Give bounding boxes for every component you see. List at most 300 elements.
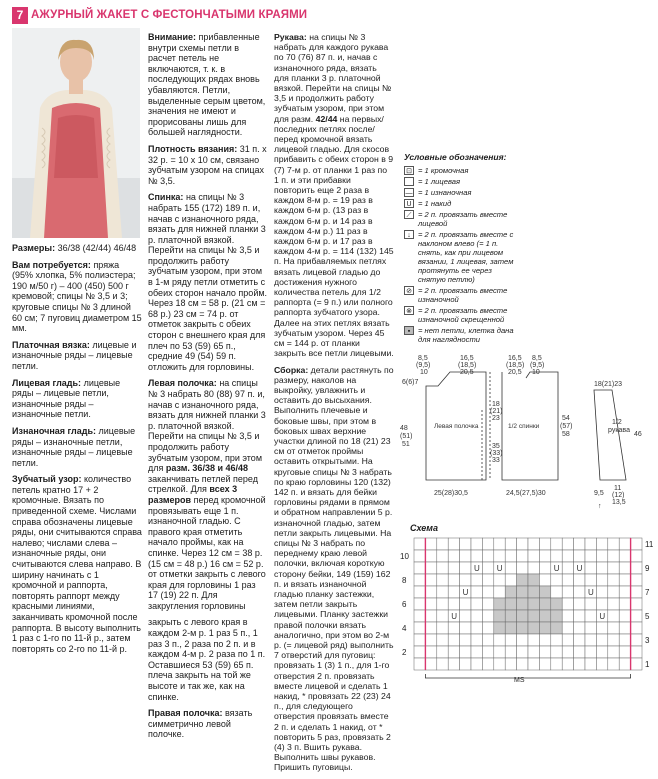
chart-cell [528, 658, 539, 670]
chart-cell [528, 634, 539, 646]
model-photo [12, 28, 140, 238]
chart-cell [562, 634, 573, 646]
chart-cell [631, 562, 642, 574]
yarn-over-icon: U [576, 564, 583, 573]
chart-cell [505, 658, 516, 670]
legend-item: U = 1 накид [404, 199, 514, 208]
chart-cell [596, 550, 607, 562]
chart-cell [425, 538, 436, 550]
chart-cell [437, 658, 448, 670]
chart-cell [414, 634, 425, 646]
chart-cell [471, 658, 482, 670]
chart-cell [437, 550, 448, 562]
chart-cell [585, 658, 596, 670]
chart-cell [482, 538, 493, 550]
chart-cell [574, 646, 585, 658]
chart-cell [562, 646, 573, 658]
chart-cell [608, 622, 619, 634]
chart-cell [574, 610, 585, 622]
chart-cell [574, 658, 585, 670]
yarn-over-icon: U [462, 588, 469, 597]
chart-cell [482, 622, 493, 634]
row-label: 2 [402, 648, 407, 657]
stitch-paragraph: Платочная вязка: лицевые и изнаночные ряды – лицевые петли. [12, 339, 137, 371]
chart-cell [517, 562, 528, 574]
right-front-paragraph: Правая полочка: вязать симметрично левой полочке. [148, 708, 253, 740]
chart-cell [437, 598, 448, 610]
assembly-paragraph: Сборка: детали растянуть по размеру, наколов на выкройку, увлажнить и оставить до высыхания. Выполнить плечевые и боковые швы, при этом в боковых швах верхние участки длиной по 18 (21) 23 см от отметок проймы оставить открытыми. На круговые спицы № 3 набрать по краю горловины 120 (132) 142 п. и вязать для бейки горловины рядами в прямом и обратном направлении 5 р. изнаночной гладью, затем петли закрыть лицевыми. На спицы № 3 набрать по переднему краю левой полочки, включая короткую сторону бейки, 149 (159) 162 п. и вязать изнаночной гладью планку застежки, затем петли закрыть лицевыми. Планку застежки правой полочки вязать аналогично, при этом во 2-м р. (= лицевой ряд) выполнить 7 отверстий для пуговиц: провязать 1 (3) 1 п., для 1-го отверстия 2 п. провязать вместе лицевой и сделать 1 накид, * провязать 22 (23) 24 п., для следующего отверстия провязать вместе 2 п. и сделать 1 накид, от * повторить 5 раз, провязать 2 (4) 3 п. Вшить рукава. Выполнить швы рукавов. Пришить пуговицы. [274, 364, 394, 773]
row-label: 6 [402, 600, 407, 609]
legend-item: ⟋ = 2 п. провязать вместе лицевой [404, 210, 514, 228]
chart-cell [574, 586, 585, 598]
chart-cell [437, 646, 448, 658]
legend-item: — = 1 изнаночная [405, 187, 472, 197]
m-side-2: (33) [490, 450, 503, 457]
chart-cell [631, 574, 642, 586]
m-side-1: 35 [492, 443, 500, 450]
knit-icon [404, 177, 414, 186]
chart-cell [448, 598, 459, 610]
chart-cell [574, 574, 585, 586]
m-total-1: 54 [562, 415, 570, 422]
k2tog-icon: ⟋ [404, 210, 414, 219]
chart-cell [494, 598, 505, 610]
pattern-diagrams [398, 350, 656, 520]
chart-cell [619, 562, 630, 574]
chart-cell [596, 646, 607, 658]
sleeve-paragraph: Рукава: на спицы № 3 набрать для каждого рукава по 70 (76) 87 п. и, начав с изнаночного ряда, вязать для планки 3 р. платочной вязкой. Перейти на спицы № 3,5 и продолжить работу зубчатым узором, при этом для разм. 42/44 на первых/последних петлях после/перед кромочной вязать лицевой гладью. Для скосов прибавить с обеих сторон в 9 (7) 7-м р. от планки 1 раз по 1 п. и эти прибавки повторить еще 2 раза в каждом 8-м р. = 19 раз в каждом 6-м р. (13 раз в каждом 6-м р. и 14 раз в каждом 4-м р.) 11 раз в каждом 6-м р. и 17 раз в каждом 4-м р. = 114 (132) 145 п. На прибавляемых петлях вязать лицевой гладью до достижения нужного количества петель для 1/2 раппорта (= 9 п.) или полного раппорта зубчатого узора. Далее на этих петлях вязать зубчатым узором. Через 45 см = 144 р. от планки закрыть все петли лицевыми. [274, 32, 394, 359]
chart-cell [585, 538, 596, 550]
chart-cell [528, 586, 539, 598]
chart-cell [608, 658, 619, 670]
chart-cell [517, 646, 528, 658]
chart-cell [528, 646, 539, 658]
chart-cell [551, 586, 562, 598]
chart-cell [448, 646, 459, 658]
chart-cell [551, 538, 562, 550]
column-2 [148, 32, 268, 746]
chart-cell [448, 562, 459, 574]
m-left-2: (9,5) [416, 362, 431, 369]
chart-cell [494, 574, 505, 586]
chart-cell [551, 646, 562, 658]
chart-cell [425, 658, 436, 670]
chart-cell [460, 610, 471, 622]
chart-cell [608, 586, 619, 598]
chart-cell [494, 622, 505, 634]
m-back-neck-1: 8,5 [532, 355, 542, 362]
back-label: 1/2 спинки [508, 423, 540, 430]
chart-cell [596, 586, 607, 598]
chart-cell [425, 610, 436, 622]
chart-cell [471, 574, 482, 586]
article-title [12, 6, 307, 24]
m-sleeve-b1-1: 11 [614, 485, 622, 492]
chart-cell [631, 586, 642, 598]
chart-cell [471, 598, 482, 610]
sleeve-shape [594, 390, 626, 480]
chart-cell [608, 562, 619, 574]
m-left-3: 10 [420, 369, 428, 376]
chart-cell [551, 598, 562, 610]
chart-cell [505, 550, 516, 562]
m-sleeve-b1-2: (12) [612, 492, 625, 499]
left-front-paragraph-2: закрыть с левого края в каждом 2-м р. 1 раз 5 п., 1 раз 3 п., 2 раза по 2 п. и в каждом 4-м р. 2 раза по 1 п. Оставшиеся 53 (59) 65 п. плеча закрыть на той же высоте и так же, как на спинке. [148, 617, 266, 702]
chart-cell [585, 610, 596, 622]
chart-cell [619, 658, 630, 670]
chart-cell [517, 622, 528, 634]
chart-cell [562, 574, 573, 586]
legend-item: ⊗ = 2 п. провязать вместе изнаночной скрещенной [404, 306, 514, 324]
chart-cell [539, 634, 550, 646]
chart-cell [460, 658, 471, 670]
chart-cell [471, 586, 482, 598]
m-sleeve-half-1: 1/2 [612, 419, 622, 426]
chart-cell [425, 598, 436, 610]
chart-cell [608, 634, 619, 646]
chart-cell [517, 658, 528, 670]
row-label: 1 [645, 660, 650, 669]
m-top-3: 20,5 [460, 369, 474, 376]
legend-item: ▪ = нет петли, клетка дана для наглядности [404, 326, 514, 344]
chart-cell [460, 574, 471, 586]
chart-cell [539, 610, 550, 622]
article-heading: АЖУРНЫЙ ЖАКЕТ С ФЕСТОНЧАТЫМИ КРАЯМИ [31, 9, 308, 21]
chart-cell [517, 586, 528, 598]
chart-cell [494, 634, 505, 646]
chart-cell [631, 646, 642, 658]
chart-cell [631, 550, 642, 562]
chart-cell [631, 658, 642, 670]
chart-cell [574, 598, 585, 610]
m-top-2: (18,5) [458, 362, 477, 369]
chart-cell [414, 610, 425, 622]
chart-cell [574, 622, 585, 634]
chart-cell [631, 622, 642, 634]
chart-cell [471, 646, 482, 658]
chart-cell [414, 538, 425, 550]
row-label: 7 [645, 588, 650, 597]
chart-cell [517, 538, 528, 550]
yarn-over-icon: U [553, 564, 560, 573]
chart-cell [425, 634, 436, 646]
chart-cell [482, 598, 493, 610]
chart-cell [494, 538, 505, 550]
chart-cell [437, 538, 448, 550]
article-number: 7 [12, 7, 28, 24]
m-back-neck-3: 10 [532, 369, 540, 376]
chart-cell [448, 634, 459, 646]
chart-cell [596, 622, 607, 634]
chart-cell [460, 550, 471, 562]
chart-cell [528, 598, 539, 610]
chart-cell [619, 646, 630, 658]
chart-cell [528, 574, 539, 586]
chart-cell [437, 634, 448, 646]
p2tog-icon: ⊘ [404, 286, 414, 295]
chart-cell [414, 586, 425, 598]
m-top-1: 16,5 [460, 355, 474, 362]
stitch-chart [396, 534, 654, 684]
chart-cell [528, 610, 539, 622]
chart-cell [608, 538, 619, 550]
chart-cell [631, 598, 642, 610]
chart-cell [551, 622, 562, 634]
chart-cell [505, 646, 516, 658]
m-back-top-2: (18,5) [506, 362, 525, 369]
chart-cell [585, 646, 596, 658]
chart-cell [528, 562, 539, 574]
yarn-over-icon: U [451, 612, 457, 621]
back-paragraph: Спинка: на спицы № 3 набрать 155 (172) 189 п. и, начав с изнаночного ряда, вязать для нижней планки 3 р. платочной вязкой. Перейти на спицы № 3,5 и продолжить работу зубчатым узором, при этом в 1-м ряду петли отметить с обеих сторон начало пройм. Через 18 см = 58 р. (21 см = 68 р.) 23 см = 74 р. от отметок закрыть с обеих сторон с внешнего края для плеч по 53 (59) 65 п., средние 49 (54) 59 п. отложить для горловины. [148, 192, 268, 372]
chart-cell [494, 550, 505, 562]
chart-cell [448, 586, 459, 598]
row-label: 9 [645, 564, 650, 573]
chart-cell [482, 646, 493, 658]
yarn-over-icon: U [404, 199, 414, 208]
m-back-top-3: 20,5 [508, 369, 522, 376]
chart-cell [448, 658, 459, 670]
chart-cell [631, 610, 642, 622]
chart-cell [608, 610, 619, 622]
chart-cell [631, 634, 642, 646]
legend-title: Условные обозначения: [404, 152, 507, 162]
column-3 [274, 32, 394, 779]
row-label: 5 [645, 612, 650, 621]
chart-cell [539, 646, 550, 658]
chart-cell [517, 550, 528, 562]
chart-cell [562, 658, 573, 670]
chart-cell [596, 658, 607, 670]
chart-cell [585, 574, 596, 586]
legend [404, 152, 514, 346]
chart-cell [437, 574, 448, 586]
chart-cell [460, 562, 471, 574]
chart-cell [619, 550, 630, 562]
chart-cell [471, 538, 482, 550]
chart-cell [494, 658, 505, 670]
chart-cell [505, 622, 516, 634]
chart-cell [539, 550, 550, 562]
chart-cell [551, 610, 562, 622]
chart-cell [505, 538, 516, 550]
chart-cell [619, 574, 630, 586]
chart-cell [460, 646, 471, 658]
chart-cell [425, 550, 436, 562]
chart-cell [414, 550, 425, 562]
legend-item: ⊡ = 1 кромочная [404, 166, 514, 175]
chart-cell [551, 634, 562, 646]
chart-cell [414, 574, 425, 586]
m-sleeve-half-2: рукава [608, 427, 630, 434]
chart-cell [551, 658, 562, 670]
m-sleeve-b2: 9,5 [594, 490, 604, 497]
stitch-paragraph: Лицевая гладь: лицевые ряды – лицевые петли, изнаночные ряды – изнаночные петли. [12, 377, 121, 420]
purl-icon: — [405, 189, 413, 197]
m-sleeve-arrow-icon: ↑ [598, 503, 602, 510]
chart-cell [425, 622, 436, 634]
chart-cell [482, 574, 493, 586]
chart-cell [528, 550, 539, 562]
chart-cell [539, 538, 550, 550]
chart-cell [585, 634, 596, 646]
m-back-neck-2: (9,5) [530, 362, 545, 369]
chart-cell [562, 610, 573, 622]
chart-cell [585, 562, 596, 574]
chart-cell [448, 550, 459, 562]
yarn-over-icon: U [474, 564, 480, 573]
chart-cell [482, 562, 493, 574]
chart-cell [505, 610, 516, 622]
note-paragraph: Внимание: прибавленные внутри схемы петли в расчет петель не включаются, т. к. в последующих рядах вновь убавляются. Петли, выделенные серым цветом, значения не имеют и прорисованы лишь для большей наглядности. [148, 32, 266, 138]
legend-item: = 1 лицевая [404, 177, 514, 186]
chart-cell [425, 586, 436, 598]
chart-cell [494, 610, 505, 622]
chart-cell [574, 550, 585, 562]
density-paragraph: Плотность вязания: 31 п. x 32 р. = 10 x 10 см, связано зубчатым узором на спицах № 3,5. [148, 143, 267, 186]
chart-cell [631, 538, 642, 550]
chart-cell [596, 538, 607, 550]
chart-cell [460, 634, 471, 646]
chart-cell [448, 622, 459, 634]
m-back-top-1: 16,5 [508, 355, 522, 362]
chart-cell [619, 610, 630, 622]
chart-cell [562, 598, 573, 610]
chart-cell [494, 586, 505, 598]
materials-paragraph: Вам потребуется: пряжа (95% хлопка, 5% полиэстера; 190 м/50 г) – 400 (450) 500 г кремовой; спицы № 3,5 и 3; круговые спицы № 3 длиной 60 см; 7 пуговиц диаметром 15 мм. [12, 259, 142, 334]
chart-cell [482, 658, 493, 670]
row-label: 3 [645, 636, 650, 645]
m-armhole-3: 23 [492, 415, 500, 422]
chart-cell [539, 598, 550, 610]
chart-cell [494, 646, 505, 658]
chart-cell [505, 634, 516, 646]
chart-cell [574, 634, 585, 646]
sizes-paragraph: Размеры: 36/38 (42/44) 46/48 [12, 243, 137, 253]
row-label: 4 [402, 624, 407, 633]
yarn-over-icon: U [496, 564, 503, 573]
chart-cell [539, 562, 550, 574]
chart-cell [596, 634, 607, 646]
chart-cell [539, 586, 550, 598]
chart-cell [414, 658, 425, 670]
m-total-3: 58 [562, 431, 570, 438]
chart-cell [448, 538, 459, 550]
chart-cell [539, 622, 550, 634]
chart-cell [482, 550, 493, 562]
chart-cell [517, 574, 528, 586]
chart-cell [619, 538, 630, 550]
chart-cell [414, 646, 425, 658]
yarn-over-icon: U [599, 612, 606, 621]
chart-cell [562, 622, 573, 634]
chart-cell [517, 598, 528, 610]
chart-cell [437, 562, 448, 574]
stitch-paragraph: Изнаночная гладь: лицевые ряды – изнаночные петли, изнаночные ряды – лицевые петли. [12, 425, 136, 468]
chart-cell [551, 574, 562, 586]
no-stitch-icon: ▪ [404, 326, 414, 335]
chart-cell [460, 598, 471, 610]
chart-cell [608, 598, 619, 610]
chart-cell [551, 550, 562, 562]
chart-cell [585, 598, 596, 610]
m-armhole-2: (21) [490, 408, 503, 415]
chart-cell [517, 610, 528, 622]
stitch-paragraph: Зубчатый узор: количество петель кратно 17 + 2 кромочные. Вязать по приведенной схеме. Числами справа обозначены лицевые ряды, они считываются справа налево; числами слева – изнаночные ряды, они считываются слева направо. В ширину начинать с 1 кромочной и раппорта, повторять раппорт между красными линиями, заканчивать кромочной после раппорта. В высоту выполнить 1 раз с 1-го по 11-й р., затем повторять со 2-го по 11-й р. [12, 474, 142, 654]
chart-cell [562, 538, 573, 550]
ms-label: MS [514, 677, 525, 684]
chart-cell [608, 646, 619, 658]
chart-cell [562, 586, 573, 598]
chart-cell [505, 598, 516, 610]
chart-cell [585, 622, 596, 634]
chart-cell [460, 622, 471, 634]
m-height-1: 48 [400, 425, 408, 432]
m-front-width: 25(28)30,5 [434, 490, 468, 497]
column-1 [12, 243, 142, 660]
chart-title: Схема [410, 523, 438, 533]
chart-cell [425, 562, 436, 574]
chart-cell [471, 622, 482, 634]
chart-cell [585, 550, 596, 562]
left-front-paragraph: Левая полочка: на спицы № 3 набрать 80 (88) 97 п. и, начав с изнаночного ряда, вязать для нижней планки 3 р. платочной вязкой. Перейти на спицы № 3,5 и продолжить работу зубчатым узором, при этом для разм. 36/38 и 46/48 заканчивать петлей перед стрелкой. Для всех 3 размеров перед кромочной провязывать еще 1 п. изнаночной гладью. С правого края отметить начало проймы, как на спинке. Через 12 см = 38 р. (15 см = 48 р.) 16 см = 52 р. от отметки закрыть с левого края для горловины 1 раз 17 (19) 22 п. Для закругления горловины [148, 378, 266, 611]
m-sleeve-top: 18(21)23 [594, 381, 623, 388]
m-left-1: 8,5 [418, 355, 428, 362]
m-total-2: (57) [560, 423, 573, 430]
legend-item: ⊘ = 2 п. провязать вместе изнаночной [404, 286, 514, 304]
ssk-icon: ↓ [404, 230, 414, 239]
chart-cell [505, 586, 516, 598]
m-sleeve-height: 46 [634, 431, 642, 438]
m-sleeve-b1-3: 13,5 [612, 499, 626, 506]
m-back-width: 24,5(27,5)30 [506, 490, 546, 497]
chart-cell [471, 610, 482, 622]
chart-cell [414, 598, 425, 610]
row-label: 8 [402, 576, 407, 585]
chart-cell [482, 586, 493, 598]
chart-cell [608, 574, 619, 586]
row-label: 10 [400, 552, 409, 561]
chart-cell [596, 574, 607, 586]
chart-cell [562, 550, 573, 562]
front-label: Левая полочка [434, 423, 479, 430]
chart-cell [460, 538, 471, 550]
chart-cell [505, 574, 516, 586]
chart-cell [437, 610, 448, 622]
chart-cell [437, 622, 448, 634]
chart-cell [608, 550, 619, 562]
chart-cell [517, 634, 528, 646]
chart-cell [596, 562, 607, 574]
m-armhole-1: 18 [492, 401, 500, 408]
chart-cell [619, 598, 630, 610]
chart-cell [471, 634, 482, 646]
chart-cell [448, 574, 459, 586]
chart-cell [505, 562, 516, 574]
chart-cell [425, 646, 436, 658]
m-height-3: 51 [402, 441, 410, 448]
chart-cell [562, 562, 573, 574]
chart-cell [619, 622, 630, 634]
chart-cell [596, 598, 607, 610]
chart-cell [414, 562, 425, 574]
chart-cell [539, 658, 550, 670]
p2tog-tbl-icon: ⊗ [404, 306, 414, 315]
m-height-2: (51) [400, 433, 413, 440]
chart-cell [414, 622, 425, 634]
chart-cell [528, 538, 539, 550]
chart-cell [619, 586, 630, 598]
